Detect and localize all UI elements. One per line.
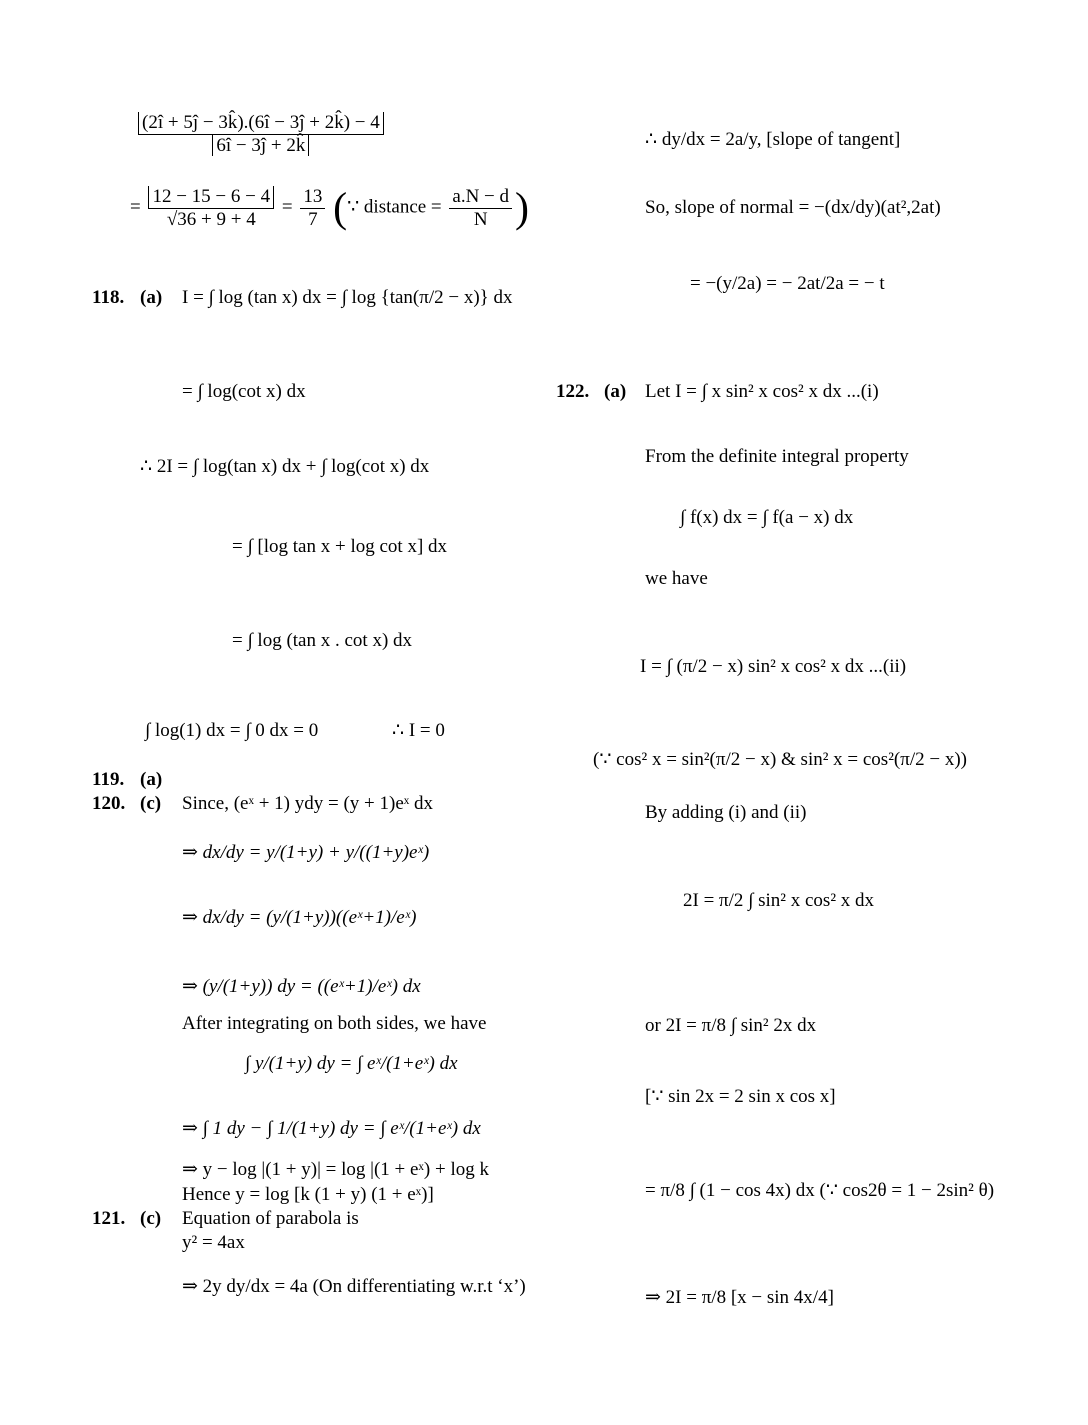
q118-result: ∴ I = 0 (392, 720, 445, 741)
r-line-2: So, slope of normal = −(dx/dy)(at²,2at) (645, 197, 941, 218)
q120-line-7: ⇒ ∫ 1 dy − ∫ 1/(1+y) dy = ∫ eˣ/(1+eˣ) dx (182, 1118, 481, 1139)
q120-line-1: Since, (eˣ + 1) ydy = (y + 1)eˣ dx (182, 793, 434, 814)
answer-option-118: (a) (140, 287, 163, 308)
q120-line-2: ⇒ dx/dy = y/(1+y) + y/((1+y)eˣ) (182, 842, 430, 863)
q120-line-6: ∫ y/(1+y) dy = ∫ eˣ/(1+eˣ) dx (245, 1053, 458, 1074)
r-line-4: Let I = ∫ x sin² x cos² x dx ...(i) (645, 381, 879, 402)
answer-option-119: (a) (140, 769, 163, 790)
q118-line-5: = ∫ log (tan x . cot x) dx (232, 630, 413, 651)
q121-line-1: Equation of parabola is (182, 1208, 359, 1229)
q121-line-3: ⇒ 2y dy/dx = 4a (On differentiating w.r.t ‘x’) (182, 1276, 526, 1297)
r-line-1: ∴ dy/dx = 2a/y, [slope of tangent] (645, 129, 901, 150)
r-line-6: ∫ f(x) dx = ∫ f(a − x) dx (680, 507, 854, 528)
r-line-8: I = ∫ (π/2 − x) sin² x cos² x dx ...(ii) (640, 656, 907, 677)
r-line-12: or 2I = π/8 ∫ sin² 2x dx (645, 1015, 817, 1036)
r-line-15: ⇒ 2I = π/8 [x − sin 4x/4] (645, 1287, 834, 1308)
r-line-13: [∵ sin 2x = 2 sin x cos x] (645, 1086, 836, 1107)
q118-line-3: ∴ 2I = ∫ log(tan x) dx + ∫ log(cot x) dx (140, 456, 430, 477)
r-line-14: = π/8 ∫ (1 − cos 4x) dx (∵ cos2θ = 1 − 2sin² θ) (645, 1180, 995, 1201)
r-line-3: = −(y/2a) = − 2at/2a = − t (690, 273, 885, 294)
distance-denominator: 6î − 3ĵ + 2k̂ (212, 135, 309, 156)
q120-line-3: ⇒ dx/dy = (y/(1+y))((eˣ+1)/eˣ) (182, 907, 417, 928)
question-number-118: 118. (92, 287, 125, 308)
r-line-9: (∵ cos² x = sin²(π/2 − x) & sin² x = cos²(π/2 − x)) (593, 749, 967, 770)
r-line-10: By adding (i) and (ii) (645, 802, 807, 823)
q118-line-4: = ∫ [log tan x + log cot x] dx (232, 536, 448, 557)
q120-line-5: After integrating on both sides, we have (182, 1013, 487, 1034)
question-number-121: 121. (92, 1208, 126, 1229)
q120-line-4: ⇒ (y/(1+y)) dy = ((eˣ+1)/eˣ) dx (182, 976, 421, 997)
question-number-120: 120. (92, 793, 126, 814)
q118-line-1: I = ∫ log (tan x) dx = ∫ log {tan(π/2 − x)} dx (182, 287, 513, 308)
answer-option-121: (c) (140, 1208, 162, 1229)
distance-result: = $\frac{12 - 15 - 6 - 4}{√36 + 9 + 4}$ = $\frac{13}{7}$ (∵ distance = $\frac{a.N - d}{N}$ ) (130, 185, 530, 232)
question-number-122: 122. (556, 381, 590, 402)
q120-line-9: Hence y = log [k (1 + y) (1 + eˣ)] (182, 1184, 434, 1205)
question-number-119: 119. (92, 769, 125, 790)
r-line-11: 2I = π/2 ∫ sin² x cos² x dx (683, 890, 875, 911)
answer-option-120: (c) (140, 793, 162, 814)
q118-line-2: = ∫ log(cot x) dx (182, 381, 306, 402)
r-line-5: From the definite integral property (645, 446, 909, 467)
answer-option-122: (a) (604, 381, 627, 402)
q118-line-6: ∫ log(1) dx = ∫ 0 dx = 0 (145, 720, 319, 741)
distance-fraction (138, 112, 384, 157)
distance-numerator: (2î + 5ĵ − 3k̂).(6î − 3ĵ + 2k̂) − 4 (138, 112, 384, 135)
r-line-7: we have (645, 568, 708, 589)
q120-line-8: ⇒ y − log |(1 + y)| = log |(1 + eˣ) + log k (182, 1159, 489, 1180)
q121-line-2: y² = 4ax (182, 1232, 245, 1253)
